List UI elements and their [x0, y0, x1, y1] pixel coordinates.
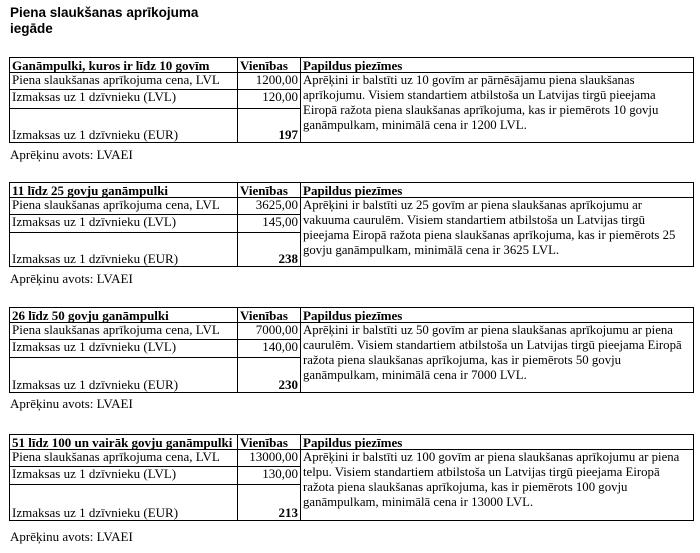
notes-cell: Aprēķini ir balstīti uz 10 govīm ar pārnēsājamu piena slaukšanas aprīkojumu. Visiem standartiem atbilstoša un Latvijas tirgū pieejama Eiropā ražota piena slaukšanas aprīkojuma, kas ir piemērots 10 govju ganāmpulkam, minimālā cena ir 1200 LVL. — [301, 73, 694, 143]
equipment-price-label: Piena slaukšanas aprīkojuma cena, LVL — [10, 198, 238, 215]
cost-per-animal-lvl-value: 145,00 — [238, 215, 301, 233]
cost-per-animal-eur-value: 213 — [238, 485, 301, 521]
cost-per-animal-lvl-value: 120,00 — [238, 90, 301, 109]
cost-per-animal-lvl-label: Izmaksas uz 1 dzīvnieku (LVL) — [10, 90, 238, 109]
notes-column-header: Papildus piezīmes — [301, 435, 694, 450]
units-column-header: Vienības — [238, 183, 301, 198]
page-title-line-1: Piena slaukšanas aprīkojuma — [10, 5, 199, 20]
cost-per-animal-lvl-value: 140,00 — [238, 340, 301, 358]
cost-table-up-to-10 — [9, 57, 694, 143]
notes-column-header: Papildus piezīmes — [301, 58, 694, 73]
table-header-row — [10, 183, 694, 198]
cost-table-11-to-25 — [9, 182, 694, 267]
source-note: Aprēķinu avots: LVAEI — [10, 271, 133, 286]
table-header-row — [10, 435, 694, 450]
notes-column-header: Papildus piezīmes — [301, 308, 694, 323]
herd-size-heading: 51 līdz 100 un vairāk govju ganāmpulki — [10, 435, 238, 450]
equipment-price-value: 1200,00 — [238, 73, 301, 90]
notes-cell: Aprēķini ir balstīti uz 100 govīm ar piena slaukšanas aprīkojumu ar piena telpu. Visiem standartiem atbilstoša un Latvijas tirgū pieejama Eiropā ražota piena slaukšanas aprīkojuma, kas ir piemērots 100 govju ganāmpulkam, minimālā cena ir 13000 LVL. — [301, 450, 694, 521]
cost-per-animal-eur-label: Izmaksas uz 1 dzīvnieku (EUR) — [10, 358, 238, 393]
source-note: Aprēķinu avots: LVAEI — [10, 529, 133, 544]
cost-per-animal-eur-label: Izmaksas uz 1 dzīvnieku (EUR) — [10, 233, 238, 267]
table-row — [10, 73, 694, 90]
notes-column-header: Papildus piezīmes — [301, 183, 694, 198]
table-row — [10, 323, 694, 340]
notes-cell: Aprēķini ir balstīti uz 50 govīm ar piena slaukšanas aprīkojumu ar piena caurulēm. Visiem standartiem atbilstoša un Latvijas tirgū pieejama Eiropā ražota piena slaukšanas aprīkojuma, kas ir piemērots 50 govju ganāmpulkam, minimālā cena ir 7000 LVL. — [301, 323, 694, 393]
equipment-price-label: Piena slaukšanas aprīkojuma cena, LVL — [10, 73, 238, 90]
cost-table-51-to-100 — [9, 434, 694, 521]
page-title — [10, 5, 310, 37]
table-row — [10, 450, 694, 467]
cost-per-animal-eur-value: 238 — [238, 233, 301, 267]
table-header-row — [10, 58, 694, 73]
herd-size-heading: 11 līdz 25 govju ganāmpulki — [10, 183, 238, 198]
cost-per-animal-eur-label: Izmaksas uz 1 dzīvnieku (EUR) — [10, 109, 238, 143]
source-note: Aprēķinu avots: LVAEI — [10, 396, 133, 411]
units-column-header: Vienības — [238, 308, 301, 323]
equipment-price-value: 7000,00 — [238, 323, 301, 340]
herd-size-heading: 26 līdz 50 govju ganāmpulki — [10, 308, 238, 323]
units-column-header: Vienības — [238, 58, 301, 73]
equipment-price-label: Piena slaukšanas aprīkojuma cena, LVL — [10, 450, 238, 467]
cost-per-animal-eur-label: Izmaksas uz 1 dzīvnieku (EUR) — [10, 485, 238, 521]
equipment-price-value: 13000,00 — [238, 450, 301, 467]
herd-size-heading: Ganāmpulki, kuros ir līdz 10 govīm — [10, 58, 238, 73]
equipment-price-value: 3625,00 — [238, 198, 301, 215]
cost-per-animal-eur-value: 230 — [238, 358, 301, 393]
page-title-line-2: iegāde — [10, 21, 53, 36]
cost-per-animal-lvl-value: 130,00 — [238, 467, 301, 485]
table-row — [10, 198, 694, 215]
table-header-row — [10, 308, 694, 323]
cost-per-animal-lvl-label: Izmaksas uz 1 dzīvnieku (LVL) — [10, 340, 238, 358]
cost-per-animal-lvl-label: Izmaksas uz 1 dzīvnieku (LVL) — [10, 215, 238, 233]
notes-cell: Aprēķini ir balstīti uz 25 govīm ar piena slaukšanas aprīkojumu ar vakuuma caurulēm. Visiem standartiem atbilstoša un Latvijas tirgū pieejama Eiropā ražota piena slaukšanas aprīkojuma, kas ir piemērots 25 govju ganāmpulkam, minimālā cena ir 3625 LVL. — [301, 198, 694, 267]
cost-per-animal-eur-value: 197 — [238, 109, 301, 143]
cost-table-26-to-50 — [9, 307, 694, 393]
equipment-price-label: Piena slaukšanas aprīkojuma cena, LVL — [10, 323, 238, 340]
units-column-header: Vienības — [238, 435, 301, 450]
source-note: Aprēķinu avots: LVAEI — [10, 147, 133, 162]
cost-per-animal-lvl-label: Izmaksas uz 1 dzīvnieku (LVL) — [10, 467, 238, 485]
